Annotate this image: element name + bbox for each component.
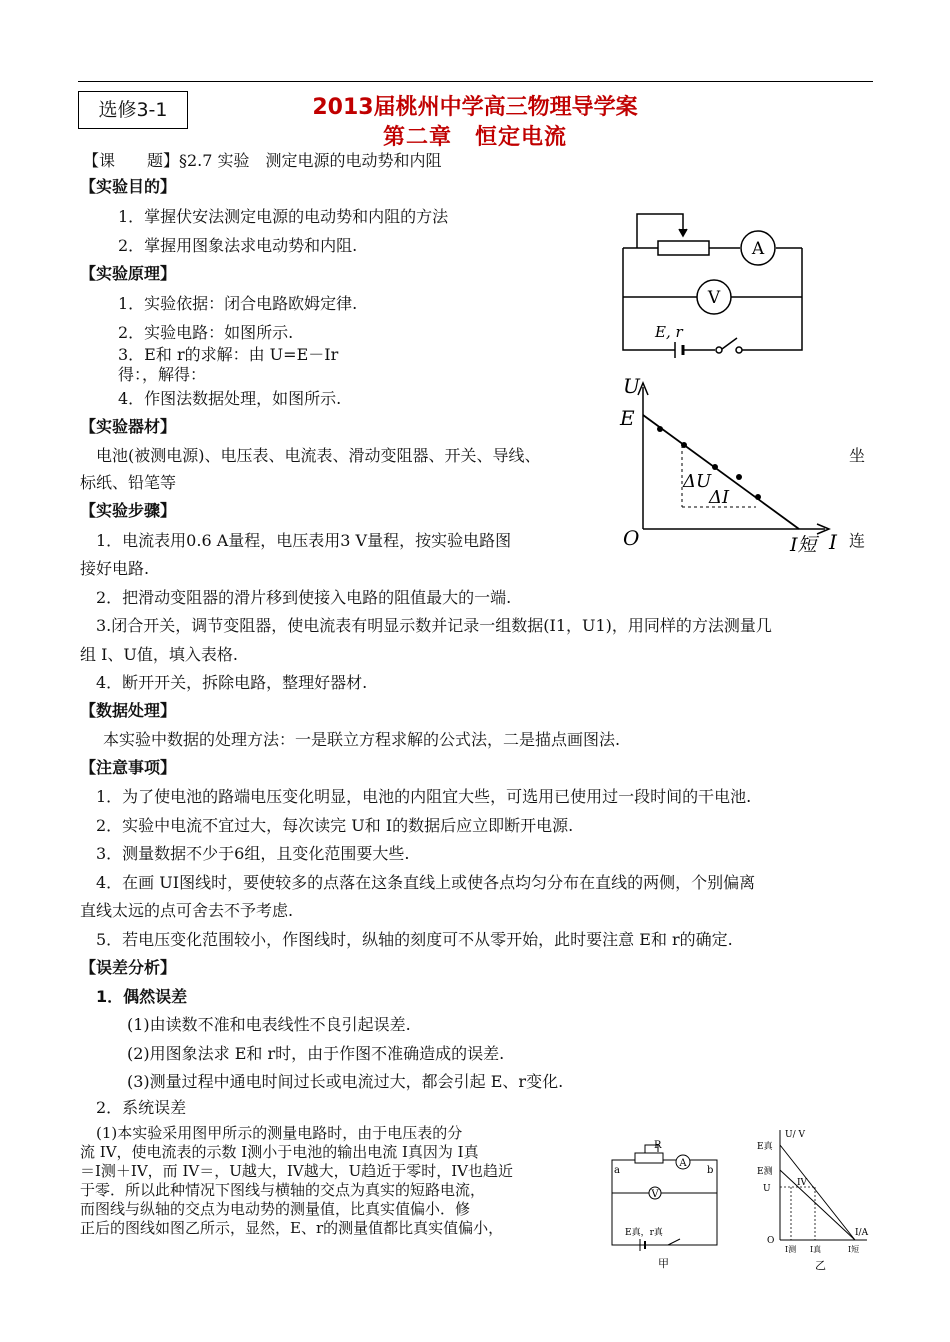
jia-caption: 甲	[658, 1257, 669, 1270]
error-paragraph: 于零．所以此种情况下图线与横轴的交点为真实的短路电流，	[80, 1181, 486, 1199]
principle-item: 1．实验依据：闭合电路欧姆定律.	[118, 294, 358, 313]
principle-item: 3．E和 r的求解：由 U=E－Ir	[118, 345, 339, 364]
yi-iv: IV	[797, 1178, 808, 1188]
random-error-heading: 1．偶然误差	[96, 987, 188, 1006]
chapter-title: 第二章 恒定电流	[382, 125, 567, 150]
equipment-line: 标纸、铅笔等	[80, 473, 177, 492]
note-item: 2．实验中电流不宜过大，每次读完 U和 I的数据后应立即断开电源.	[96, 816, 574, 835]
e-intercept-label: E	[620, 406, 635, 430]
purpose-item: 2．掌握用图象法求电动势和内阻.	[118, 236, 358, 255]
voltmeter-label: V	[707, 288, 721, 308]
data-text: 本实验中数据的处理方法：一是联立方程求解的公式法，二是描点画图法.	[103, 730, 621, 749]
short-current-label: I短	[790, 534, 817, 556]
course-badge: 选修3-1	[78, 91, 188, 129]
jia-node-b: b	[707, 1165, 714, 1176]
error-paragraph: 正后的图线如图乙所示，显然，E、r的测量值都比真实值偏小，	[80, 1219, 504, 1237]
jia-voltmeter-label: V	[651, 1189, 659, 1200]
step-item: 4．断开开关，拆除电路，整理好器材.	[96, 673, 368, 692]
step-item: 组 I、U值，填入表格.	[80, 645, 238, 664]
yi-y-axis: U/ V	[785, 1130, 805, 1140]
principle-heading: 【实验原理】	[80, 264, 177, 283]
error-item: (1)由读数不准和电表线性不良引起误差.	[127, 1015, 411, 1034]
note-item: 直线太远的点可舍去不予考虑.	[80, 901, 294, 920]
step-item-end: 连	[849, 531, 866, 550]
figure-yi	[755, 1125, 875, 1275]
delta-i-label: ΔI	[709, 487, 730, 508]
steps-heading: 【实验步骤】	[80, 501, 177, 520]
ammeter-label: A	[751, 239, 765, 259]
error-heading: 【误差分析】	[80, 958, 177, 977]
system-error-heading: 2．系统误差	[96, 1098, 187, 1117]
note-item: 5．若电压变化范围较小，作图线时，纵轴的刻度可不从零开始，此时要注意 E和 r的确定.	[96, 930, 733, 949]
u-axis-label: U	[623, 375, 640, 398]
yi-u: U	[763, 1184, 771, 1194]
step-item: 1．电流表用0.6 A量程，电压表用3 V量程，按实验电路图	[96, 531, 512, 550]
figure-jia	[600, 1125, 730, 1270]
yi-caption: 乙	[815, 1259, 826, 1272]
principle-item: 得：，解得：	[118, 365, 207, 384]
top-rule	[78, 81, 873, 82]
yi-e-meas: E测	[757, 1167, 773, 1177]
source-label: E, r	[655, 323, 683, 341]
step-item: 接好电路.	[80, 559, 150, 578]
yi-i-true: I真	[810, 1245, 822, 1254]
notes-heading: 【注意事项】	[80, 758, 177, 777]
yi-i-meas: I测	[785, 1245, 797, 1254]
error-paragraph: ＝I测＋IV，而 IV＝，U越大，IV越大，U趋近于零时，IV也趋近	[80, 1162, 514, 1180]
ui-graph	[615, 375, 850, 560]
error-paragraph: (1)本实验采用图甲所示的测量电路时，由于电压表的分	[96, 1124, 463, 1142]
yi-origin: O	[767, 1236, 775, 1246]
yi-e-true: E真	[757, 1142, 773, 1152]
jia-source-label: E真，r真	[625, 1228, 663, 1238]
principle-item: 2．实验电路：如图所示.	[118, 323, 294, 342]
error-item: (2)用图象法求 E和 r时，由于作图不准确造成的误差.	[127, 1044, 505, 1063]
error-paragraph: 流 IV，使电流表的示数 I测小于电池的输出电流 I真因为 I真	[80, 1143, 479, 1161]
i-axis-label: I	[829, 530, 837, 554]
jia-ammeter-label: A	[679, 1158, 687, 1169]
origin-label: O	[623, 526, 640, 550]
yi-x-axis: I/A	[855, 1228, 869, 1238]
equipment-line: 电池(被测电源)、电压表、电流表、滑动变阻器、开关、导线、	[96, 446, 541, 465]
yi-i-short: I短	[848, 1245, 860, 1254]
note-item: 4．在画 UI图线时，要使较多的点落在这条直线上或使各点均匀分布在直线的两侧，个别偏离	[96, 873, 756, 892]
note-item: 1．为了使电池的路端电压变化明显，电池的内阻宜大些，可选用已使用过一段时间的干电池.	[96, 787, 752, 806]
equipment-heading: 【实验器材】	[80, 417, 177, 436]
circuit-diagram	[615, 205, 815, 365]
error-item: (3)测量过程中通电时间过长或电流过大，都会引起 E、r变化.	[127, 1072, 564, 1091]
purpose-heading: 【实验目的】	[80, 177, 177, 196]
jia-resistor-label: R	[654, 1140, 662, 1151]
step-item: 3.闭合开关，调节变阻器，使电流表有明显示数并记录一组数据(I1，U1)，用同样的方法测量几	[96, 616, 772, 635]
step-item: 2．把滑动变阻器的滑片移到使接入电路的阻值最大的一端.	[96, 588, 512, 607]
note-item: 3．测量数据不少于6组，且变化范围要大些.	[96, 844, 410, 863]
principle-item: 4．作图法数据处理，如图所示.	[118, 389, 342, 408]
data-heading: 【数据处理】	[80, 701, 177, 720]
jia-node-a: a	[614, 1165, 620, 1176]
lesson-topic: 【课 题】§2.7 实验 测定电源的电动势和内阻	[83, 151, 442, 170]
purpose-item: 1．掌握伏安法测定电源的电动势和内阻的方法	[118, 207, 449, 226]
delta-u-label: ΔU	[683, 471, 712, 492]
equipment-line-end: 坐	[849, 446, 866, 465]
document-title: 2013届桃州中学高三物理导学案	[312, 95, 638, 120]
error-paragraph: 而图线与纵轴的交点为电动势的测量值，比真实值偏小．修	[80, 1200, 471, 1218]
